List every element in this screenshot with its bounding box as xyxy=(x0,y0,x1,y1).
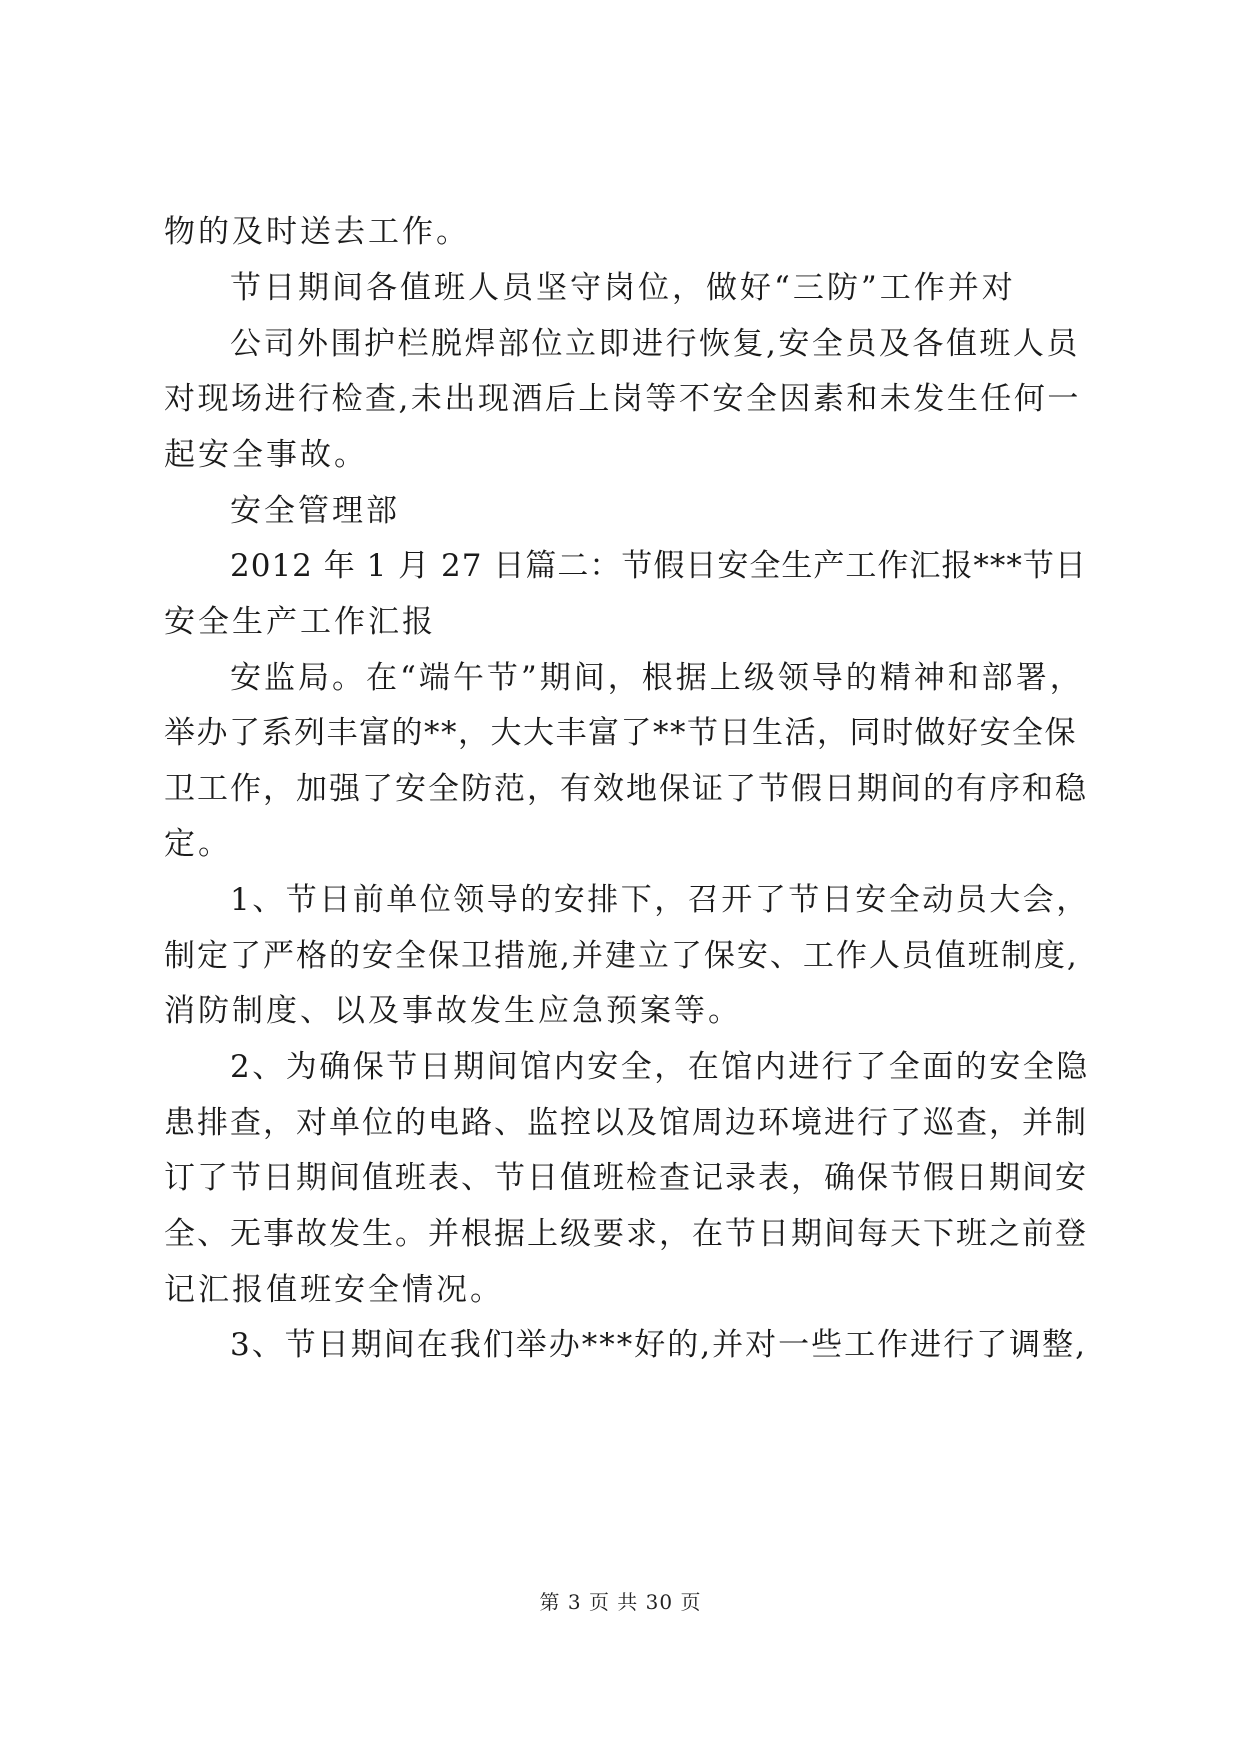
body-line-2: 节日期间各值班人员坚守岗位，做好“三防”工作并对 xyxy=(230,270,1016,306)
body-line-15: 消防制度、以及事故发生应急预案等。 xyxy=(164,993,742,1029)
body-line-14: 制定了严格的安全保卫措施,并建立了保安、工作人员值班制度, xyxy=(164,938,1079,974)
body-line-3: 公司外围护栏脱焊部位立即进行恢复,安全员及各值班人员 xyxy=(230,326,1080,362)
body-line-13: 1、节日前单位领导的安排下，召开了节日安全动员大会， xyxy=(230,882,1090,918)
body-line-21: 3、节日期间在我们举办***好的,并对一些工作进行了调整, xyxy=(230,1327,1087,1363)
body-line-7: 2012 年 1 月 27 日篇二：节假日安全生产工作汇报***节日 xyxy=(230,548,1087,584)
body-line-16: 2、为确保节日期间馆内安全，在馆内进行了全面的安全隐 xyxy=(230,1049,1090,1085)
body-line-1: 物的及时送去工作。 xyxy=(164,214,470,250)
body-line-5: 起安全事故。 xyxy=(164,437,368,473)
body-line-9: 安监局。在“端午节”期间，根据上级领导的精神和部署， xyxy=(230,660,1084,696)
body-line-8: 安全生产工作汇报 xyxy=(164,604,436,640)
body-line-18: 订了节日期间值班表、节日值班检查记录表，确保节假日期间安 xyxy=(164,1160,1088,1196)
body-line-12: 定。 xyxy=(164,826,232,862)
body-line-10: 举办了系列丰富的**，大大丰富了**节日生活，同时做好安全保 xyxy=(164,715,1077,751)
body-line-6: 安全管理部 xyxy=(230,493,400,529)
body-line-4: 对现场进行检查,未出现酒后上岗等不安全因素和未发生任何一 xyxy=(164,381,1081,417)
body-line-11: 卫工作，加强了安全防范，有效地保证了节假日期间的有序和稳 xyxy=(164,771,1088,807)
body-line-20: 记汇报值班安全情况。 xyxy=(164,1272,504,1308)
body-line-17: 患排查，对单位的电路、监控以及馆周边环境进行了巡查，并制 xyxy=(164,1105,1088,1141)
page-footer: 第 3 页 共 30 页 xyxy=(539,1590,702,1614)
body-line-19: 全、无事故发生。并根据上级要求，在节日期间每天下班之前登 xyxy=(164,1216,1088,1252)
